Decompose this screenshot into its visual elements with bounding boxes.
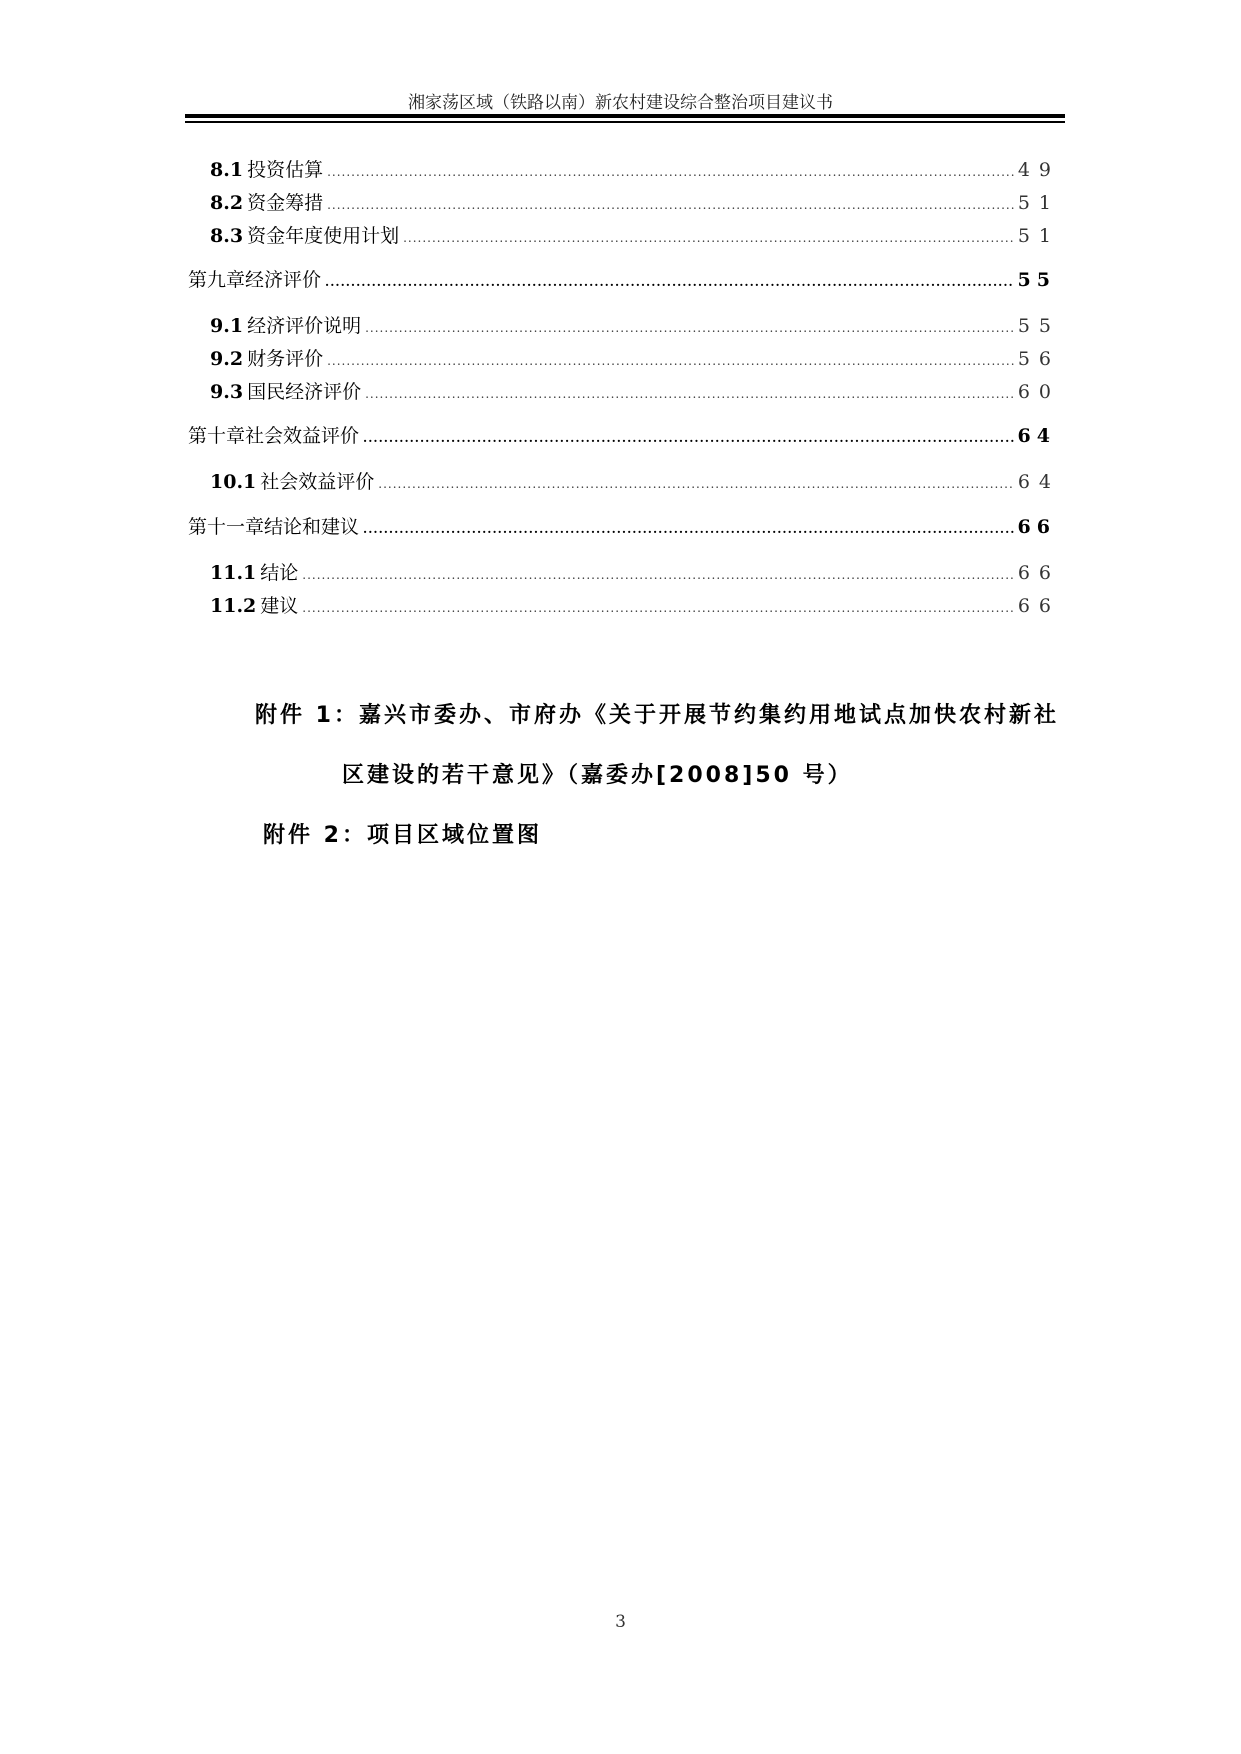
toc-entry-page: 56: [1017, 348, 1060, 370]
toc-dot-leader: [327, 354, 1014, 368]
toc-dot-leader: [302, 601, 1014, 615]
toc-chapter-label: 第十章: [188, 425, 246, 447]
appendix-2: 附件 2：项目区域位置图: [263, 823, 542, 848]
toc-dot-leader: [363, 522, 1014, 536]
toc-entry-11-1[interactable]: [210, 558, 1060, 585]
toc-entry-number: 9.1: [210, 315, 244, 337]
toc-dot-leader: [403, 231, 1014, 245]
toc-entry-number: 8.1: [210, 159, 244, 181]
toc-entry-page: 66: [1017, 562, 1060, 584]
toc-chapter-11[interactable]: [188, 512, 1056, 539]
toc-entry-page: 49: [1017, 159, 1060, 181]
toc-chapter-label: 第十一章: [188, 516, 265, 538]
toc-entry-page: 51: [1017, 225, 1060, 247]
toc-dot-leader: [327, 198, 1014, 212]
toc-entry-number: 11.1: [210, 562, 257, 584]
toc-entry-11-2[interactable]: [210, 591, 1060, 618]
toc-entry-title: 国民经济评价: [247, 381, 362, 403]
toc-entry-title: 资金年度使用计划: [247, 225, 400, 247]
toc-entry-number: 8.2: [210, 192, 244, 214]
toc-entry-page: 60: [1017, 381, 1060, 403]
toc-entry-number: 11.2: [210, 595, 257, 617]
toc-dot-leader: [365, 321, 1014, 335]
toc-chapter-page: 66: [1017, 516, 1056, 538]
toc-entry-title: 结论: [260, 562, 299, 584]
toc-dot-leader: [325, 275, 1014, 289]
toc-chapter-title: 结论和建议: [264, 516, 360, 538]
toc-chapter-label: 第九章: [188, 269, 246, 291]
toc-dot-leader: [363, 431, 1014, 445]
toc-entry-9-3[interactable]: [210, 377, 1060, 404]
toc-entry-9-2[interactable]: [210, 344, 1060, 371]
toc-chapter-page: 55: [1017, 269, 1056, 291]
toc-entry-page: 64: [1017, 471, 1060, 493]
toc-chapter-10[interactable]: [188, 421, 1056, 448]
toc-dot-leader: [302, 568, 1014, 582]
toc-entry-8-3[interactable]: [210, 221, 1060, 248]
toc-entry-title: 财务评价: [247, 348, 324, 370]
toc-chapter-title: 经济评价: [245, 269, 322, 291]
toc-entry-number: 9.2: [210, 348, 244, 370]
table-of-contents: [0, 0, 1241, 640]
toc-entry-number: 9.3: [210, 381, 244, 403]
toc-entry-10-1[interactable]: [210, 467, 1060, 494]
toc-dot-leader: [378, 477, 1014, 491]
toc-entry-number: 10.1: [210, 471, 257, 493]
toc-dot-leader: [365, 387, 1014, 401]
appendix-1-line-2: 区建设的若干意见》（嘉委办[2008]50 号）: [342, 763, 853, 788]
document-header-title: 湘家荡区域（铁路以南）新农村建设综合整治项目建议书: [408, 93, 833, 113]
toc-entry-number: 8.3: [210, 225, 244, 247]
toc-chapter-page: 64: [1017, 425, 1056, 447]
toc-entry-page: 51: [1017, 192, 1060, 214]
toc-entry-title: 投资估算: [247, 159, 324, 181]
toc-entry-8-2[interactable]: [210, 188, 1060, 215]
toc-entry-title: 建议: [260, 595, 299, 617]
toc-entry-page: 55: [1017, 315, 1060, 337]
toc-entry-8-1[interactable]: [210, 155, 1060, 182]
toc-chapter-title: 社会效益评价: [245, 425, 360, 447]
toc-entry-9-1[interactable]: [210, 311, 1060, 338]
appendix-1-line-1: 附件 1：嘉兴市委办、市府办《关于开展节约集约用地试点加快农村新社: [255, 703, 1059, 728]
toc-chapter-9[interactable]: [188, 265, 1056, 292]
page-number: 3: [615, 1612, 626, 1632]
toc-dot-leader: [327, 165, 1014, 179]
toc-entry-page: 66: [1017, 595, 1060, 617]
toc-entry-title: 社会效益评价: [260, 471, 375, 493]
toc-entry-title: 资金筹措: [247, 192, 324, 214]
toc-entry-title: 经济评价说明: [247, 315, 362, 337]
